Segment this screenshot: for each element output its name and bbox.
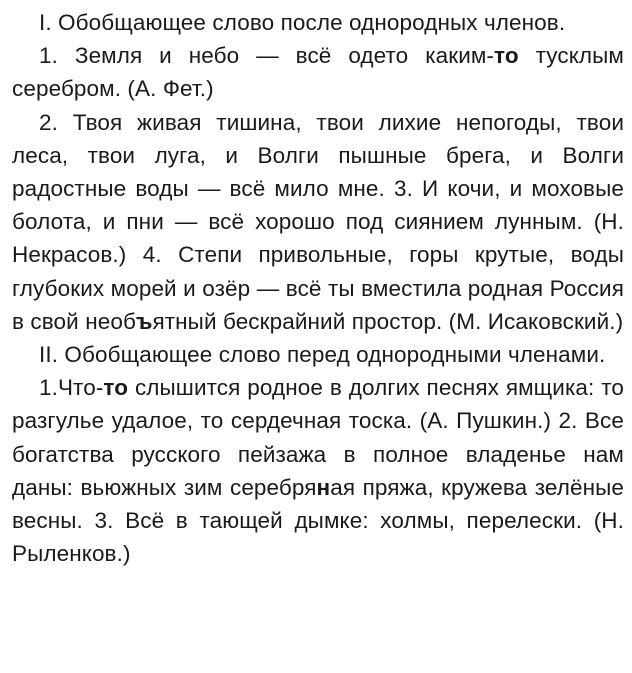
bold-particle: то <box>494 43 519 69</box>
section-1-examples-2-4 <box>12 106 624 338</box>
section-1-heading: I. Обобщающее слово после однородных членов. <box>39 10 566 35</box>
section-2-heading: II. Обобщающее слово перед однородными членами. <box>39 342 606 368</box>
text-run: 1.Что- <box>39 375 104 401</box>
text-run: слышится родное в долгих песнях ямщика: то разгулье удалое, то сердечная тоска. (А. Пушкин.) 2. Все богатства русского пейзажа в полное владенье нам даны: вьюжных зим серебря <box>12 375 624 500</box>
text-run: ая пряжа, кружева зелёные весны. 3. Всё в тающей дымке: холмы, перелески. (Н. Рыленков.) <box>12 474 624 567</box>
bold-letter: н <box>316 474 331 500</box>
section-1-example-1 <box>12 39 624 105</box>
text-run: тусклым серебром. (А. Фет.) <box>12 43 624 102</box>
text-run: 2. Твоя живая тишина, твои лихие непогоды, твои леса, твои луга, и Волги пышные брега, и Волги радостные воды — всё мило мне. 3. И кочи, и моховые болота, и пни — всё хорошо под сиянием лунным. (Н. Некрасов.) 4. Степи привольные, горы крутые, воды глубоких морей и озёр — всё ты вместила родная Россия в свой необ <box>12 109 624 334</box>
bold-particle: то <box>103 375 129 401</box>
bold-letter: ъ <box>135 308 153 334</box>
section-2-examples <box>12 371 624 570</box>
text-run: 1. Земля и небо — всё одето каким- <box>39 43 495 69</box>
text-run: ятный бескрайний простор. (М. Исаковский.) <box>152 308 624 334</box>
